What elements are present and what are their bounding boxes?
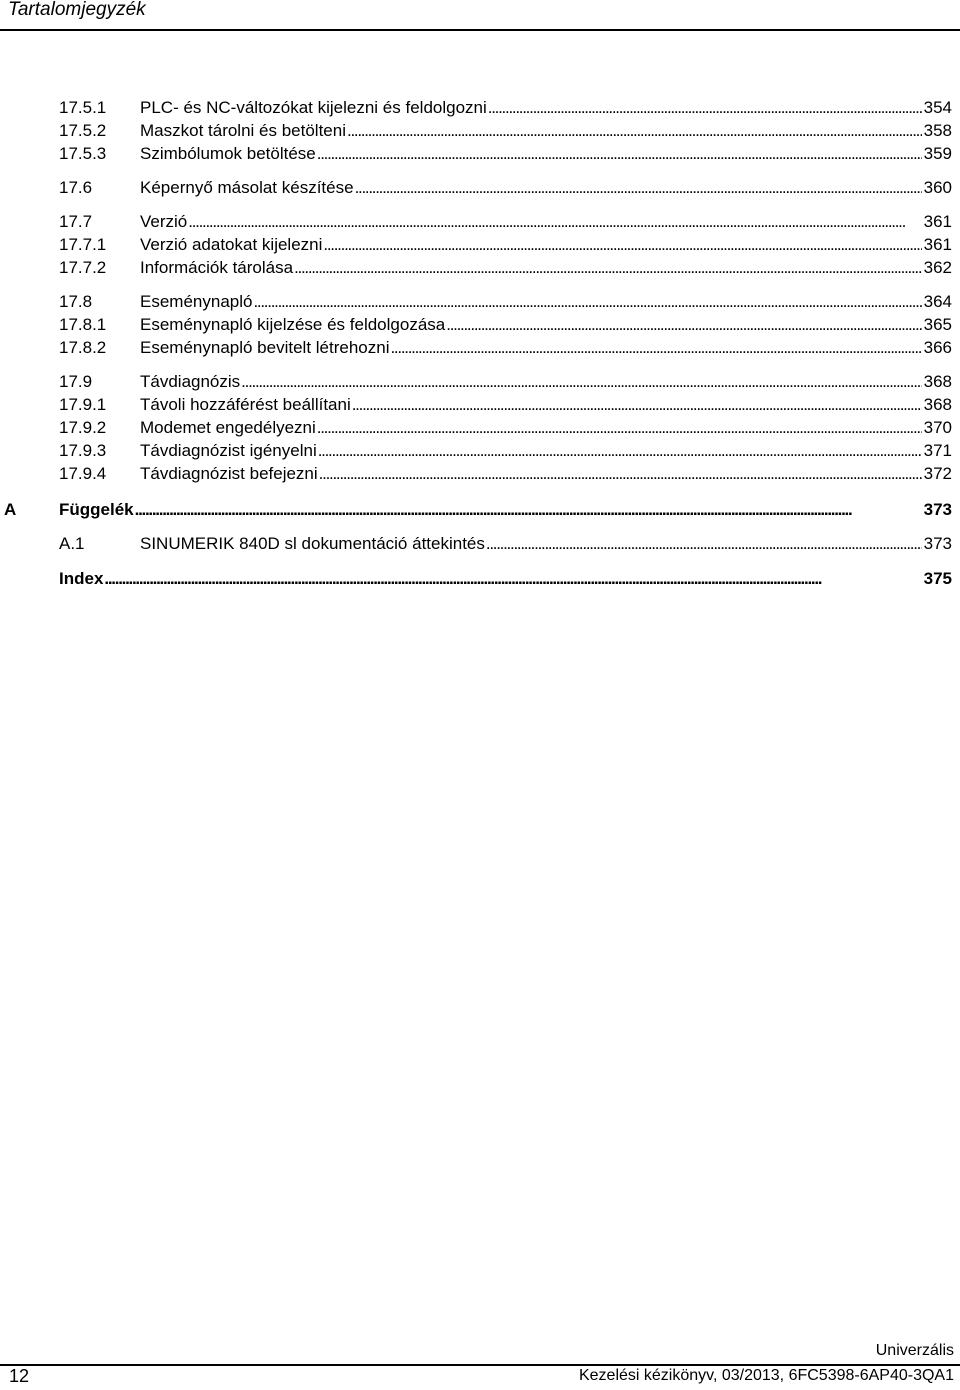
toc-entry-page: 362 bbox=[923, 258, 952, 277]
toc-entry-title: Eseménynapló bevitelt létrehozni bbox=[140, 338, 390, 357]
toc-entry-title: Verzió bbox=[140, 212, 188, 231]
toc-entry-page: 373 bbox=[923, 534, 952, 553]
toc-entry-page: 370 bbox=[923, 418, 952, 437]
toc-chapter-letter: A bbox=[4, 500, 17, 519]
toc-entry-number: 17.9 bbox=[59, 372, 93, 391]
toc-entry-title: Eseménynapló kijelzése és feldolgozása bbox=[140, 315, 446, 334]
toc-entry-number: 17.9.3 bbox=[59, 441, 107, 460]
header-title: Tartalomjegyzék bbox=[8, 0, 146, 20]
toc-entry-page: 368 bbox=[923, 372, 952, 391]
toc-entry-page: 360 bbox=[923, 178, 952, 197]
toc-index-entry[interactable] bbox=[0, 567, 960, 591]
footer-product-name: Univerzális bbox=[875, 1342, 954, 1359]
toc-leader-dots bbox=[323, 233, 921, 257]
toc-leader-dots bbox=[294, 256, 922, 280]
toc-leader-dots bbox=[347, 119, 922, 143]
toc-entry-number: 17.9.2 bbox=[59, 418, 107, 437]
toc-entry[interactable] bbox=[0, 393, 960, 417]
toc-entry-number: 17.7.2 bbox=[59, 258, 107, 277]
toc-entry[interactable] bbox=[0, 233, 960, 257]
toc-leader-dots bbox=[488, 96, 922, 120]
toc-entry-title: Eseménynapló bbox=[140, 292, 253, 311]
toc-entry[interactable] bbox=[0, 439, 960, 463]
toc-entry[interactable] bbox=[0, 313, 960, 337]
toc-leader-dots bbox=[355, 176, 922, 200]
toc-entry-page: 366 bbox=[923, 338, 952, 357]
toc-entry[interactable] bbox=[0, 370, 960, 394]
toc-entry-title: Távdiagnózist befejezni bbox=[140, 464, 318, 483]
toc-entry-number: A.1 bbox=[59, 534, 85, 553]
toc-entry[interactable] bbox=[0, 256, 960, 280]
toc-entry-page: 375 bbox=[923, 569, 952, 588]
toc-entry[interactable] bbox=[0, 96, 960, 120]
toc-entry-title: Függelék bbox=[59, 500, 134, 519]
toc-entry-title: Képernyő másolat készítése bbox=[140, 178, 354, 197]
toc-entry-number: 17.7.1 bbox=[59, 235, 107, 254]
toc-chapter-entry[interactable] bbox=[0, 498, 960, 522]
footer-rule bbox=[0, 1364, 960, 1366]
toc-entry-number: 17.5.1 bbox=[59, 98, 107, 117]
toc-entry-title: Távdiagnózist igényelni bbox=[140, 441, 317, 460]
toc-leader-dots bbox=[352, 393, 922, 417]
toc-entry-number: 17.8.1 bbox=[59, 315, 107, 334]
toc-entry[interactable] bbox=[0, 532, 960, 556]
toc-entry-page: 371 bbox=[923, 441, 952, 460]
toc-entry-title: Távdiagnózis bbox=[140, 372, 241, 391]
toc-entry[interactable] bbox=[0, 290, 960, 314]
toc-entry-number: 17.8 bbox=[59, 292, 93, 311]
toc-entry-page: 354 bbox=[923, 98, 952, 117]
toc-entry-page: 361 bbox=[923, 212, 952, 231]
toc-entry[interactable] bbox=[0, 462, 960, 486]
toc-leader-dots bbox=[188, 210, 921, 234]
toc-entry[interactable] bbox=[0, 210, 960, 234]
toc-leader-dots bbox=[241, 370, 921, 394]
toc-entry-title: Szimbólumok betöltése bbox=[140, 144, 316, 163]
toc-leader-dots bbox=[317, 142, 922, 166]
toc-entry[interactable] bbox=[0, 336, 960, 360]
toc-entry-page: 373 bbox=[923, 500, 952, 519]
toc-leader-dots bbox=[390, 336, 921, 360]
footer-document-info: Kezelési kézikönyv, 03/2013, 6FC5398-6AP40-3QA1 bbox=[578, 1367, 954, 1384]
toc-entry-number: 17.6 bbox=[59, 178, 93, 197]
toc-entry-title: Távoli hozzáférést beállítani bbox=[140, 395, 351, 414]
toc-entry-title: Verzió adatokat kijelezni bbox=[140, 235, 323, 254]
toc-entry-number: 17.7 bbox=[59, 212, 93, 231]
toc-entry[interactable] bbox=[0, 142, 960, 166]
toc-entry-page: 365 bbox=[923, 315, 952, 334]
toc-leader-dots bbox=[104, 567, 921, 591]
toc-entry-number: 17.8.2 bbox=[59, 338, 107, 357]
toc-entry-page: 364 bbox=[923, 292, 952, 311]
toc-leader-dots bbox=[317, 416, 922, 440]
toc-entry-title: PLC- és NC-változókat kijelezni és feldolgozni bbox=[140, 98, 487, 117]
toc-entry-title: Index bbox=[59, 569, 104, 588]
toc-leader-dots bbox=[135, 498, 922, 522]
toc-entry-page: 358 bbox=[923, 121, 952, 140]
toc-entry-page: 359 bbox=[923, 144, 952, 163]
toc-entry-title: SINUMERIK 840D sl dokumentáció áttekintés bbox=[140, 534, 485, 553]
toc-entry-number: 17.5.3 bbox=[59, 144, 107, 163]
toc-leader-dots bbox=[446, 313, 921, 337]
toc-entry[interactable] bbox=[0, 176, 960, 200]
toc-entry[interactable] bbox=[0, 119, 960, 143]
toc-entry[interactable] bbox=[0, 416, 960, 440]
toc-entry-title: Maszkot tárolni és betölteni bbox=[140, 121, 346, 140]
toc-leader-dots bbox=[253, 290, 921, 314]
toc-entry-number: 17.9.1 bbox=[59, 395, 107, 414]
footer-page-number: 12 bbox=[9, 1366, 30, 1386]
toc-entry-number: 17.9.4 bbox=[59, 464, 107, 483]
toc-entry-page: 372 bbox=[923, 464, 952, 483]
toc-entry-number: 17.5.2 bbox=[59, 121, 107, 140]
toc-entry-title: Modemet engedélyezni bbox=[140, 418, 316, 437]
toc-entry-page: 361 bbox=[923, 235, 952, 254]
toc-entry-page: 368 bbox=[923, 395, 952, 414]
toc-leader-dots bbox=[486, 532, 922, 556]
toc-leader-dots bbox=[319, 462, 922, 486]
header-rule bbox=[0, 29, 960, 31]
toc-entry-title: Információk tárolása bbox=[140, 258, 294, 277]
toc-leader-dots bbox=[318, 439, 922, 463]
